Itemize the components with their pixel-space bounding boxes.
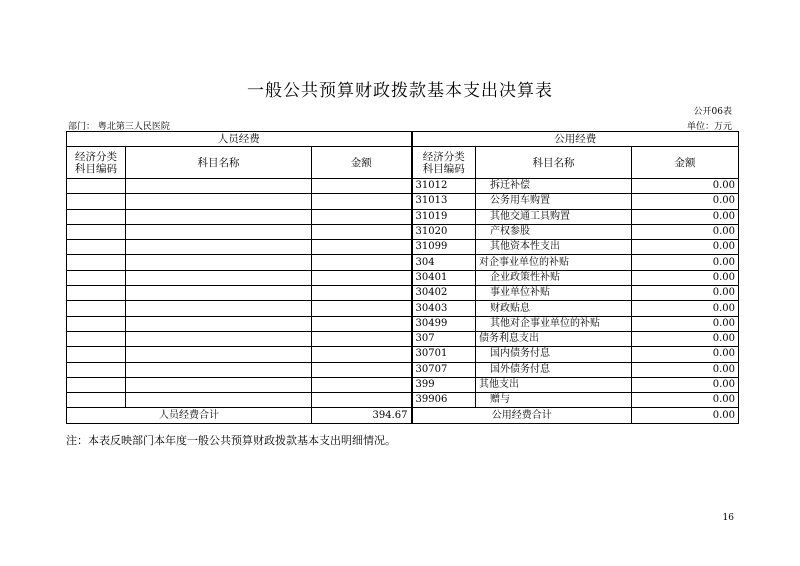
p-amount-cell bbox=[312, 270, 412, 285]
p-code-cell bbox=[67, 224, 126, 239]
code-cell: 30401 bbox=[412, 270, 476, 285]
col-header-amount: 金额 bbox=[312, 147, 412, 179]
p-code-cell bbox=[67, 270, 126, 285]
p-amount-cell bbox=[312, 240, 412, 255]
code-cell: 31099 bbox=[412, 240, 476, 255]
p-amount-cell bbox=[312, 347, 412, 362]
p-amount-cell bbox=[312, 255, 412, 270]
p-code-cell bbox=[67, 179, 126, 194]
name-cell: 事业单位补贴 bbox=[476, 286, 632, 301]
p-code-cell bbox=[67, 286, 126, 301]
p-amount-cell bbox=[312, 224, 412, 239]
p-code-cell bbox=[67, 393, 126, 408]
amount-cell: 0.00 bbox=[632, 331, 739, 346]
amount-cell: 0.00 bbox=[632, 194, 739, 209]
code-cell: 31013 bbox=[412, 194, 476, 209]
table-row bbox=[67, 331, 739, 346]
col-header-code: 经济分类 科目编码 bbox=[412, 147, 476, 179]
p-code-cell bbox=[67, 362, 126, 377]
amount-cell: 0.00 bbox=[632, 316, 739, 331]
name-cell: 拆迁补偿 bbox=[476, 179, 632, 194]
code-cell: 31012 bbox=[412, 179, 476, 194]
code-cell: 30499 bbox=[412, 316, 476, 331]
p-name-cell bbox=[126, 377, 312, 392]
personnel-total-amount: 394.67 bbox=[312, 408, 412, 423]
table-row bbox=[67, 316, 739, 331]
p-name-cell bbox=[126, 393, 312, 408]
code-cell: 307 bbox=[412, 331, 476, 346]
amount-cell: 0.00 bbox=[632, 377, 739, 392]
p-code-cell bbox=[67, 347, 126, 362]
name-cell: 其他资本性支出 bbox=[476, 240, 632, 255]
name-cell: 财政贴息 bbox=[476, 301, 632, 316]
name-cell: 赠与 bbox=[476, 393, 632, 408]
table-row bbox=[67, 286, 739, 301]
p-name-cell bbox=[126, 347, 312, 362]
amount-cell: 0.00 bbox=[632, 179, 739, 194]
table-row bbox=[67, 194, 739, 209]
name-cell: 对企事业单位的补贴 bbox=[476, 255, 632, 270]
p-amount-cell bbox=[312, 194, 412, 209]
name-cell: 其他对企事业单位的补贴 bbox=[476, 316, 632, 331]
footnote: 注：本表反映部门本年度一般公共预算财政拨款基本支出明细情况。 bbox=[66, 434, 396, 447]
p-amount-cell bbox=[312, 286, 412, 301]
page-title: 一般公共预算财政拨款基本支出决算表 bbox=[247, 81, 553, 101]
code-cell: 31019 bbox=[412, 209, 476, 224]
p-code-cell bbox=[67, 377, 126, 392]
p-amount-cell bbox=[312, 209, 412, 224]
p-amount-cell bbox=[312, 316, 412, 331]
p-code-cell bbox=[67, 255, 126, 270]
public-total-label: 公用经费合计 bbox=[412, 408, 632, 423]
code-cell: 30707 bbox=[412, 362, 476, 377]
p-code-cell bbox=[67, 194, 126, 209]
amount-cell: 0.00 bbox=[632, 393, 739, 408]
p-amount-cell bbox=[312, 377, 412, 392]
expenditure-table bbox=[66, 131, 739, 424]
code-cell: 399 bbox=[412, 377, 476, 392]
amount-cell: 0.00 bbox=[632, 224, 739, 239]
section-public: 公用经费 bbox=[412, 132, 739, 147]
section-header-row bbox=[67, 132, 739, 147]
amount-cell: 0.00 bbox=[632, 362, 739, 377]
code-cell: 304 bbox=[412, 255, 476, 270]
p-name-cell bbox=[126, 224, 312, 239]
p-name-cell bbox=[126, 209, 312, 224]
p-amount-cell bbox=[312, 331, 412, 346]
p-name-cell bbox=[126, 316, 312, 331]
amount-cell: 0.00 bbox=[632, 240, 739, 255]
unit-label: 单位：万元 bbox=[686, 122, 732, 132]
p-name-cell bbox=[126, 255, 312, 270]
p-code-cell bbox=[67, 240, 126, 255]
col-header-name: 科目名称 bbox=[476, 147, 632, 179]
amount-cell: 0.00 bbox=[632, 270, 739, 285]
personnel-total-label: 人员经费合计 bbox=[67, 408, 312, 423]
p-code-cell bbox=[67, 316, 126, 331]
p-code-cell bbox=[67, 301, 126, 316]
p-amount-cell bbox=[312, 393, 412, 408]
p-name-cell bbox=[126, 331, 312, 346]
amount-cell: 0.00 bbox=[632, 255, 739, 270]
name-cell: 公务用车购置 bbox=[476, 194, 632, 209]
name-cell: 国内债务付息 bbox=[476, 347, 632, 362]
name-cell: 其他交通工具购置 bbox=[476, 209, 632, 224]
name-cell: 产权参股 bbox=[476, 224, 632, 239]
table-row bbox=[67, 224, 739, 239]
p-name-cell bbox=[126, 270, 312, 285]
p-amount-cell bbox=[312, 301, 412, 316]
p-code-cell bbox=[67, 209, 126, 224]
col-header-amount: 金额 bbox=[632, 147, 739, 179]
p-name-cell bbox=[126, 286, 312, 301]
section-personnel: 人员经费 bbox=[67, 132, 412, 147]
form-number: 公开06表 bbox=[693, 107, 732, 117]
p-code-cell bbox=[67, 331, 126, 346]
p-name-cell bbox=[126, 194, 312, 209]
table-row bbox=[67, 301, 739, 316]
p-name-cell bbox=[126, 362, 312, 377]
p-amount-cell bbox=[312, 179, 412, 194]
name-cell: 债务利息支出 bbox=[476, 331, 632, 346]
table-row bbox=[67, 179, 739, 194]
page-number: 16 bbox=[722, 513, 734, 523]
column-header-row bbox=[67, 147, 739, 179]
amount-cell: 0.00 bbox=[632, 347, 739, 362]
table-row bbox=[67, 393, 739, 408]
table-row bbox=[67, 362, 739, 377]
p-name-cell bbox=[126, 301, 312, 316]
name-cell: 国外债务付息 bbox=[476, 362, 632, 377]
department-label: 部门： 粤北第三人民医院 bbox=[68, 122, 170, 132]
code-cell: 39906 bbox=[412, 393, 476, 408]
table-row bbox=[67, 347, 739, 362]
code-cell: 31020 bbox=[412, 224, 476, 239]
p-amount-cell bbox=[312, 362, 412, 377]
total-row bbox=[67, 408, 739, 423]
name-cell: 其他支出 bbox=[476, 377, 632, 392]
col-header-name: 科目名称 bbox=[126, 147, 312, 179]
public-total-amount: 0.00 bbox=[632, 408, 739, 423]
code-cell: 30403 bbox=[412, 301, 476, 316]
name-cell: 企业政策性补贴 bbox=[476, 270, 632, 285]
p-name-cell bbox=[126, 240, 312, 255]
amount-cell: 0.00 bbox=[632, 286, 739, 301]
table-row bbox=[67, 255, 739, 270]
table-row bbox=[67, 209, 739, 224]
amount-cell: 0.00 bbox=[632, 209, 739, 224]
col-header-code: 经济分类 科目编码 bbox=[67, 147, 126, 179]
table-row bbox=[67, 240, 739, 255]
code-cell: 30701 bbox=[412, 347, 476, 362]
code-cell: 30402 bbox=[412, 286, 476, 301]
p-name-cell bbox=[126, 179, 312, 194]
table-row bbox=[67, 377, 739, 392]
table-row bbox=[67, 270, 739, 285]
amount-cell: 0.00 bbox=[632, 301, 739, 316]
